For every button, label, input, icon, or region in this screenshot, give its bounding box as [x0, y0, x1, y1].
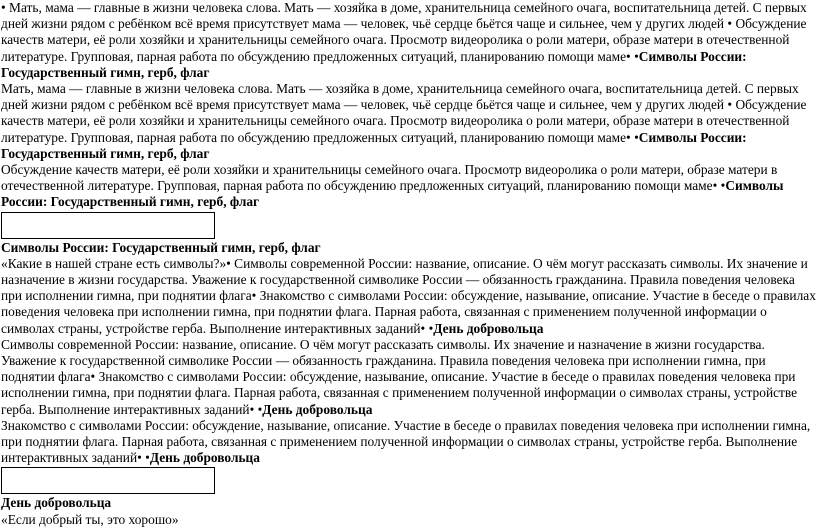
paragraph-bold-title: Символы России: Государственный гимн, герб, флаг [1, 178, 784, 210]
paragraph-symbols-2 [1, 337, 816, 418]
paragraph-bold-title: Символы России: Государственный гимн, герб, флаг [1, 129, 747, 161]
paragraph-mother-1 [1, 0, 816, 81]
paragraph-text: Обсуждение качеств матери, её роли хозяйки и хранительницы семейного очага. Просмотр видеоролика о роли матери, образе матери в отечественной литературе. Групповая, парная работа по обсуждению предложенных ситуаций, планированию помощи маме• • [1, 162, 778, 194]
paragraph-bold-title: День добровольца [149, 450, 260, 466]
paragraph-mother-3 [1, 162, 816, 211]
empty-box-2 [1, 467, 215, 494]
paragraph-text: Символы современной России: название, описание. О чём могут рассказать символы. Их значение и назначение в жизни государства. Уважение к государственной символике России — обязанность гражданина. Правила поведения человека при исполнении гимна, при поднятии флага• Знакомство с символами России: обсуждение, называние, описание. Участие в беседе о правилах поведения человека при исполнении гимна, при поднятии флага. Парная работа, связанная с применением полученной информации о символах страны, устройстве герба. Выполнение интерактивных заданий• • [1, 336, 798, 417]
empty-box-1 [1, 212, 215, 239]
paragraph-bold-title: День добровольца [262, 401, 373, 417]
paragraph-text: Мать, мама — главные в жизни человека слова. Мать — хозяйка в доме, хранительница семейного очага, воспитательница детей. С первых дней жизни рядом с ребёнком всё время присутствует мама — человек, чьё сердце бьётся чаще и сильнее, чем у других людей • Обсуждение качеств матери, её роли хозяйки и хранительницы семейного очага. Просмотр видеоролика о роли матери, образе матери в отечественной литературе. Групповая, парная работа по обсуждению предложенных ситуаций, планированию помощи маме• • [1, 81, 807, 145]
paragraph-bold-title: Символы России: Государственный гимн, герб, флаг [1, 48, 747, 80]
paragraph-symbols-1 [1, 256, 816, 337]
paragraph-text: • Мать, мама — главные в жизни человека слова. Мать — хозяйка в доме, хранительница семейного очага, воспитательница детей. С первых дней жизни рядом с ребёнком всё время присутствует мама — человек, чьё сердце бьётся чаще и сильнее, чем у других людей • Обсуждение качеств матери, её роли хозяйки и хранительницы семейного очага. Просмотр видеоролика о роли матери, образе матери в отечественной литературе. Групповая, парная работа по обсуждению предложенных ситуаций, планированию помощи маме• • [1, 0, 807, 64]
paragraph-text: Знакомство с символами России: обсуждение, называние, описание. Участие в беседе о правилах поведения человека при исполнении гимна, при поднятии флага. Парная работа, связанная с применением полученной информации о символах страны, устройстве герба. Выполнение интерактивных заданий• • [1, 417, 811, 466]
paragraph-text: «Какие в нашей стране есть символы?»• Символы современной России: название, описание. О чём могут рассказать символы. Их значение и назначение в жизни государства. Уважение к государственной символике России — обязанность гражданина. Правила поведения человека при исполнении гимна, при поднятии флага• Знакомство с символами России: обсуждение, называние, описание. Участие в беседе о правилах поведения человека при исполнении гимна, при поднятии флага. Парная работа, связанная с применением полученной информации о символах страны, устройстве герба. Выполнение интерактивных заданий• • [1, 255, 816, 336]
paragraph-symbols-3 [1, 418, 816, 467]
section-heading-volunteer: День добровольца [1, 495, 112, 511]
paragraph-mother-2 [1, 81, 816, 162]
paragraph-bold-title: День добровольца [433, 320, 544, 336]
section-heading-symbols: Символы России: Государственный гимн, герб, флаг [1, 239, 321, 255]
paragraph-volunteer: «Если добрый ты, это хорошо» [1, 511, 179, 527]
